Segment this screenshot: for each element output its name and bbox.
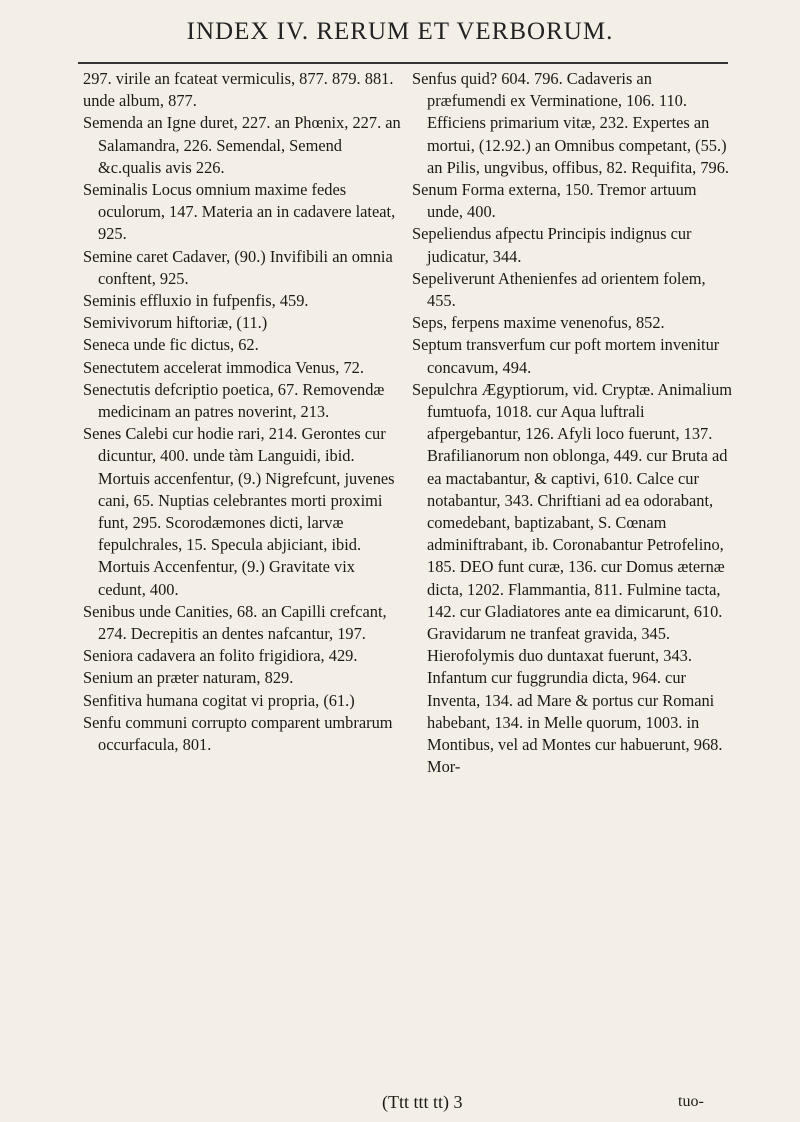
right-column	[412, 68, 734, 779]
index-entry: Sepeliendus afpectu Principis indignus cur judicatur, 344.	[412, 224, 692, 266]
index-entry: Semine caret Cadaver, (90.) Invifibili an omnia conftent, 925.	[83, 246, 393, 288]
index-entry: Sepeliverunt Athenienfes ad orientem folem, 455.	[412, 268, 706, 311]
signature-mark: (Ttt ttt tt) 3	[382, 1092, 463, 1112]
index-entry: 297. virile an fcateat vermiculis, 877. 879. 881. unde album, 877.	[83, 69, 394, 111]
index-entry: Seminis effluxio in fufpenfis, 459.	[83, 291, 309, 311]
index-entry: Senes Calebi cur hodie rari, 214. Gerontes cur dicuntur, 400. unde tàm Languidi, ibid. Mortuis accenfentur, (9.) Nigrefcunt, juvenes cani, 65. Nuptias celebrantes morti proximi funt, 295. Scorodæmones dicti, larvæ fepulchrales, 15. Specula abjiciant, ibid. Mortuis Accenfentur, (9.) Gravitate vix cedunt, 400.	[83, 424, 395, 599]
index-entry: Seminalis Locus omnium maxime fedes oculorum, 147. Materia an in cadavere lateat, 925.	[83, 180, 396, 244]
index-entry: Senium an præter naturam, 829.	[83, 668, 294, 688]
left-column	[83, 68, 403, 756]
index-entry: Senfu communi corrupto comparent umbrarum occurfacula, 801.	[83, 712, 393, 755]
index-entry: Seps, ferpens maxime venenofus, 852.	[412, 313, 665, 333]
index-entry: Senectutem accelerat immodica Venus, 72.	[83, 357, 364, 377]
index-entry: Semivivorum hiftoriæ, (11.)	[83, 313, 268, 333]
index-entry: Septum transverfum cur poft mortem invenitur concavum, 494.	[412, 335, 720, 377]
index-entry: Seneca unde fic dictus, 62.	[83, 335, 259, 355]
index-entry: Senectutis defcriptio poetica, 67. Removendæ medicinam an patres noverint, 213.	[83, 379, 385, 422]
index-entry: Senibus unde Canities, 68. an Capilli crefcant, 274. Decrepitis an dentes nafcantur, 197.	[83, 601, 387, 644]
header-rule	[78, 62, 728, 64]
index-entry: Senfus quid? 604. 796. Cadaveris an præfumendi ex Verminatione, 106. 110. Efficiens primarium vitæ, 232. Expertes an mortui, (12.92.) an Omnibus competant, (55.) an Pilis, ungvibus, offibus, 82. Requifita, 796.	[412, 69, 730, 177]
index-entry: Semenda an Igne duret, 227. an Phœnix, 227. an Salamandra, 226. Semendal, Semend &c.qualis avis 226.	[83, 113, 401, 177]
page-title: INDEX IV. RERUM ET VERBORUM.	[186, 18, 614, 45]
index-entry: Seniora cadavera an folito frigidiora, 429.	[83, 646, 358, 666]
catchword: tuo-	[678, 1093, 704, 1110]
index-entry: Senum Forma externa, 150. Tremor artuum unde, 400.	[412, 180, 697, 222]
index-entry: Sepulchra Ægyptiorum, vid. Cryptæ. Animalium fumtuofa, 1018. cur Aqua luftrali afpergebantur, 126. Afyli loco fuerunt, 137. Brafilianorum non oblonga, 449. cur Bruta ad ea mactabantur, & captivi, 610. Calce cur notabantur, 343. Chriftiani ad ea odorabant, comedebant, baptizabant, S. Cœnam adminiftrabant, ib. Coronabantur Petrofelino, 185. DEO funt curæ, 136. cur Domus æternæ dicta, 1202. Flammantia, 811. Fulmine tacta, 142. cur Gladiatores ante ea dimicarunt, 610. Gravidarum ne tranfeat gravida, 345. Hierofolymis duo duntaxat fuerunt, 343. Infantum cur fuggrundia dicta, 964. cur Inventa, 134. ad Mare & portus cur Romani habebant, 134. in Melle quorum, 1003. in Montibus, vel ad Montes cur habuerunt, 968. Mor-	[412, 379, 733, 777]
index-entry: Senfitiva humana cogitat vi propria, (61.)	[83, 690, 355, 710]
